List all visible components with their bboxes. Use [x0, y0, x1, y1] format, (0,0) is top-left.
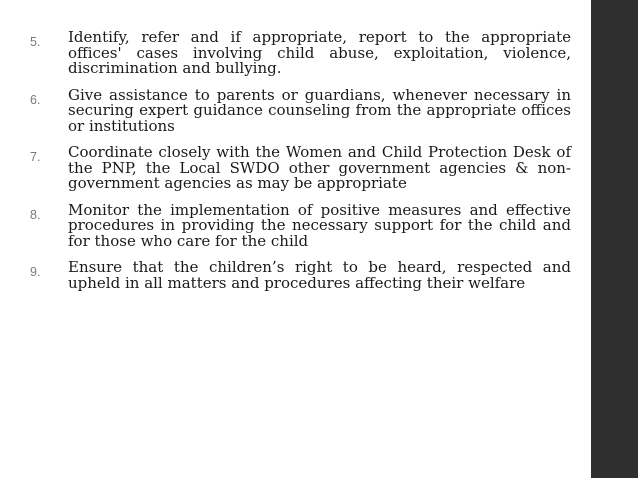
list-item — [30, 30, 571, 77]
list-item-number: 7. — [30, 150, 41, 164]
list-item-text: Ensure that the children’s right to be heard, respected and upheld in all matters and procedures affecting their welfare — [68, 258, 571, 292]
list-item-text: Coordinate closely with the Women and Child Protection Desk of the PNP, the Local SWDO other government agencies & non-government agencies as may be appropriate — [68, 143, 571, 192]
list-item-text: Give assistance to parents or guardians, whenever necessary in securing expert guidance counseling from the appropriate offices or institutions — [68, 85, 571, 135]
list-item-number: 9. — [30, 265, 41, 279]
list-item-number: 6. — [30, 92, 41, 107]
list-item-number: 8. — [30, 207, 41, 222]
side-accent-bar — [591, 0, 638, 478]
list-item-text: Monitor the implementation of positive measures and effective procedures in providing the necessary support for the child and for those who care for the child — [68, 200, 571, 250]
list-item — [30, 200, 571, 250]
list-item — [30, 145, 571, 192]
list-item-text: Identify, refer and if appropriate, report to the appropriate offices' cases involving child abuse, exploitation, violence, discrimination and bullying. — [68, 28, 571, 77]
list-item — [30, 260, 571, 291]
numbered-list — [30, 30, 571, 302]
list-item — [30, 85, 571, 135]
list-item-number: 5. — [30, 35, 41, 49]
